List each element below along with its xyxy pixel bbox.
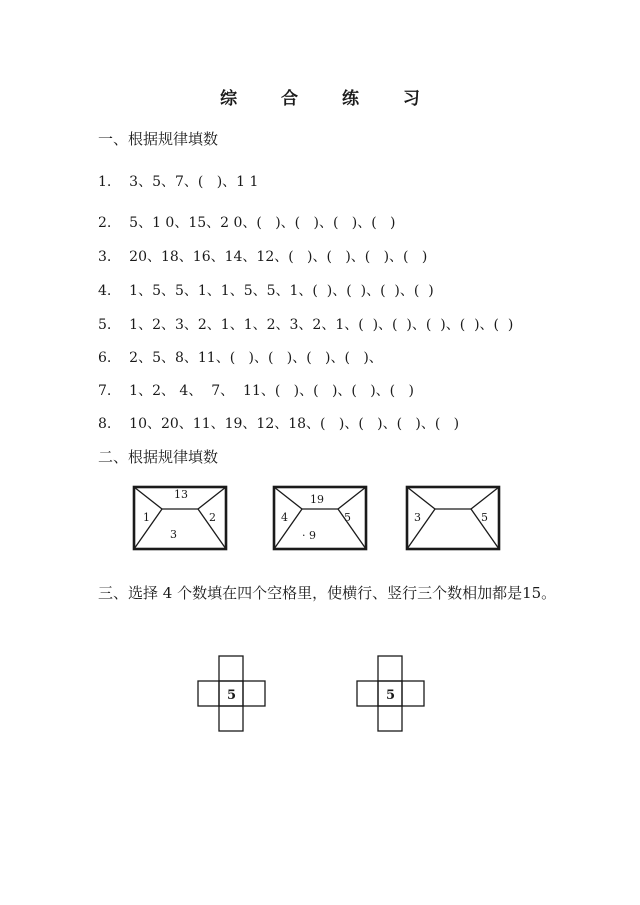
problem-5: 5. 1、2、3、2、1、1、2、3、2、1、( )、( )、( )、( )、( ) — [98, 317, 514, 333]
cross-1-center: 5 — [227, 688, 237, 703]
section2-heading: 二、根据规律填数 — [98, 448, 219, 466]
cross-grid-2 — [355, 654, 429, 734]
envelope-2-right: 5 — [344, 511, 351, 524]
envelope-2-top: 19 — [310, 493, 324, 506]
envelope-1-right: 2 — [209, 511, 216, 524]
problem-6: 6. 2、5、8、11、( )、( )、( )、( )、 — [98, 350, 383, 366]
problem-3: 3. 20、18、16、14、12、( )、( )、( )、( ) — [98, 249, 428, 265]
envelope-diagram-1 — [132, 485, 228, 551]
envelope-diagram-3 — [405, 485, 501, 551]
envelope-1-top: 13 — [174, 488, 188, 501]
problem-8: 8. 10、20、11、19、12、18、( )、( )、( )、( ) — [98, 416, 460, 432]
envelope-1-left: 1 — [143, 511, 150, 524]
envelope-diagram-2 — [272, 485, 368, 551]
problem-1: 1. 3、5、7、( )、1 1 — [98, 174, 259, 190]
section1-heading: 一、根据规律填数 — [98, 130, 219, 148]
envelope-2-bottom: · 9 — [302, 529, 316, 542]
cross-grid-1 — [196, 654, 270, 734]
envelope-2-left: 4 — [281, 511, 288, 524]
problem-7: 7. 1、2、 4、 7、 11、( )、( )、( )、( ) — [98, 383, 414, 399]
problem-2: 2. 5、1 0、15、2 0、( )、( )、( )、( ) — [98, 215, 396, 231]
cross-2-center: 5 — [386, 688, 396, 703]
envelope-3-right: 5 — [481, 511, 488, 524]
envelope-3-left: 3 — [414, 511, 421, 524]
problem-4: 4. 1、5、5、1、1、5、5、1、( )、( )、( )、( ) — [98, 283, 434, 299]
section3-text: 三、选择 4 个数填在四个空格里，使横行、竖行三个数相加都是15。 — [98, 584, 557, 602]
page-title: 综 合 练 习 — [220, 89, 439, 109]
envelope-1-bottom: 3 — [170, 528, 177, 541]
